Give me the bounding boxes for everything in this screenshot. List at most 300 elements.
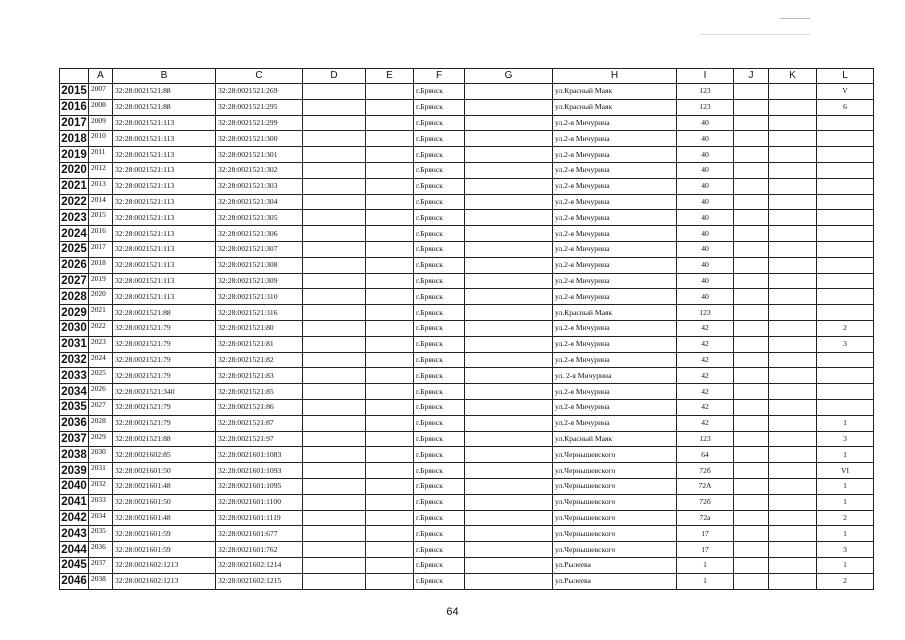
cell-k[interactable]	[769, 494, 817, 510]
cell-l[interactable]: 1	[817, 526, 874, 542]
cell-f[interactable]: г.Брянск	[414, 305, 465, 321]
cell-g[interactable]	[465, 573, 553, 589]
cell-c[interactable]: 32:28:0021521:86	[216, 399, 303, 415]
cell-c[interactable]: 32:28:0021521:299	[216, 115, 303, 131]
cell-e[interactable]	[366, 415, 414, 431]
cell-j[interactable]	[734, 257, 769, 273]
row-number[interactable]: 2027	[61, 274, 87, 287]
cell-j[interactable]	[734, 494, 769, 510]
cell-e[interactable]	[366, 162, 414, 178]
cell-h[interactable]: ул.2-я Мичурина	[553, 162, 677, 178]
cell-k[interactable]	[769, 162, 817, 178]
cell-a[interactable]: 2025	[89, 368, 113, 384]
cell-e[interactable]	[366, 99, 414, 115]
cell-g[interactable]	[465, 463, 553, 479]
cell-a[interactable]: 2024	[89, 352, 113, 368]
cell-k[interactable]	[769, 273, 817, 289]
cell-i[interactable]: 40	[677, 241, 734, 257]
cell-e[interactable]	[366, 384, 414, 400]
cell-c[interactable]: 32:28:0021521:80	[216, 320, 303, 336]
cell-a[interactable]: 2016	[89, 226, 113, 242]
cell-d[interactable]	[303, 131, 366, 147]
cell-k[interactable]	[769, 210, 817, 226]
cell-g[interactable]	[465, 352, 553, 368]
cell-h[interactable]: ул.Чернышевского	[553, 526, 677, 542]
cell-f[interactable]: г.Брянск	[414, 557, 465, 573]
cell-g[interactable]	[465, 194, 553, 210]
cell-a[interactable]: 2033	[89, 494, 113, 510]
cell-d[interactable]	[303, 510, 366, 526]
cell-k[interactable]	[769, 257, 817, 273]
cell-d[interactable]	[303, 162, 366, 178]
row-number[interactable]: 2028	[61, 290, 87, 303]
cell-b[interactable]: 32:28:0021521:113	[113, 194, 216, 210]
cell-e[interactable]	[366, 178, 414, 194]
cell-l[interactable]	[817, 226, 874, 242]
cell-k[interactable]	[769, 226, 817, 242]
cell-b[interactable]: 32:28:0021521:113	[113, 289, 216, 305]
cell-a[interactable]: 2019	[89, 273, 113, 289]
cell-a[interactable]: 2031	[89, 463, 113, 479]
cell-g[interactable]	[465, 257, 553, 273]
cell-b[interactable]: 32:28:0021602:1213	[113, 573, 216, 589]
column-header-j[interactable]: J	[734, 69, 769, 84]
column-header-l[interactable]: L	[817, 69, 874, 84]
row-number[interactable]: 2029	[61, 306, 87, 319]
cell-j[interactable]	[734, 336, 769, 352]
cell-a[interactable]: 2022	[89, 320, 113, 336]
cell-b[interactable]: 32:28:0021521:113	[113, 226, 216, 242]
cell-j[interactable]	[734, 194, 769, 210]
cell-k[interactable]	[769, 399, 817, 415]
cell-g[interactable]	[465, 210, 553, 226]
column-header-e[interactable]: E	[366, 69, 414, 84]
cell-b[interactable]: 32:28:0021521:88	[113, 431, 216, 447]
column-header-g[interactable]: G	[465, 69, 553, 84]
cell-i[interactable]: 64	[677, 447, 734, 463]
cell-b[interactable]: 32:28:0021521:79	[113, 399, 216, 415]
row-number[interactable]: 2034	[61, 385, 87, 398]
cell-a[interactable]: 2014	[89, 194, 113, 210]
cell-h[interactable]: ул.2-я Мичурина	[553, 194, 677, 210]
cell-l[interactable]: 2	[817, 573, 874, 589]
cell-h[interactable]: ул.Чернышевского	[553, 463, 677, 479]
cell-c[interactable]: 32:28:0021521:81	[216, 336, 303, 352]
cell-b[interactable]: 32:28:0021601:59	[113, 526, 216, 542]
cell-a[interactable]: 2026	[89, 384, 113, 400]
cell-i[interactable]: 72А	[677, 478, 734, 494]
cell-e[interactable]	[366, 399, 414, 415]
cell-a[interactable]: 2009	[89, 115, 113, 131]
cell-h[interactable]: ул.2-я Мичурина	[553, 399, 677, 415]
row-number[interactable]: 2042	[61, 511, 87, 524]
cell-j[interactable]	[734, 415, 769, 431]
cell-j[interactable]	[734, 147, 769, 163]
cell-g[interactable]	[465, 384, 553, 400]
cell-d[interactable]	[303, 320, 366, 336]
cell-i[interactable]: 40	[677, 162, 734, 178]
cell-i[interactable]: 72б	[677, 463, 734, 479]
cell-k[interactable]	[769, 478, 817, 494]
cell-h[interactable]: ул.Красный Маяк	[553, 99, 677, 115]
cell-i[interactable]: 72а	[677, 510, 734, 526]
cell-e[interactable]	[366, 368, 414, 384]
cell-l[interactable]: VI	[817, 463, 874, 479]
cell-k[interactable]	[769, 194, 817, 210]
cell-i[interactable]: 72б	[677, 494, 734, 510]
cell-b[interactable]: 32:28:0021521:113	[113, 273, 216, 289]
row-number[interactable]: 2032	[61, 353, 87, 366]
cell-h[interactable]: ул.2-я Мичурина	[553, 415, 677, 431]
cell-f[interactable]: г.Брянск	[414, 131, 465, 147]
cell-l[interactable]	[817, 131, 874, 147]
cell-d[interactable]	[303, 210, 366, 226]
row-number[interactable]: 2044	[61, 543, 87, 556]
cell-b[interactable]: 32:28:0021601:50	[113, 494, 216, 510]
cell-k[interactable]	[769, 352, 817, 368]
cell-d[interactable]	[303, 257, 366, 273]
cell-a[interactable]: 2008	[89, 99, 113, 115]
column-header-f[interactable]: F	[414, 69, 465, 84]
row-number[interactable]: 2035	[61, 401, 87, 414]
cell-f[interactable]: г.Брянск	[414, 431, 465, 447]
cell-k[interactable]	[769, 336, 817, 352]
cell-l[interactable]	[817, 384, 874, 400]
cell-f[interactable]: г.Брянск	[414, 273, 465, 289]
row-number[interactable]: 2041	[61, 496, 87, 509]
row-number[interactable]: 2031	[61, 338, 87, 351]
cell-i[interactable]: 40	[677, 273, 734, 289]
column-header-i[interactable]: I	[677, 69, 734, 84]
cell-a[interactable]: 2036	[89, 542, 113, 558]
cell-f[interactable]: г.Брянск	[414, 320, 465, 336]
cell-d[interactable]	[303, 415, 366, 431]
cell-f[interactable]: г.Брянск	[414, 384, 465, 400]
cell-i[interactable]: 1	[677, 557, 734, 573]
cell-e[interactable]	[366, 352, 414, 368]
cell-l[interactable]	[817, 194, 874, 210]
column-header-c[interactable]: C	[216, 69, 303, 84]
column-header-b[interactable]: B	[113, 69, 216, 84]
cell-h[interactable]: ул.Чернышевского	[553, 542, 677, 558]
row-number[interactable]: 2039	[61, 464, 87, 477]
cell-l[interactable]: 3	[817, 542, 874, 558]
cell-a[interactable]: 2015	[89, 210, 113, 226]
cell-e[interactable]	[366, 478, 414, 494]
cell-c[interactable]: 32:28:0021521:316	[216, 305, 303, 321]
cell-g[interactable]	[465, 526, 553, 542]
cell-k[interactable]	[769, 99, 817, 115]
cell-f[interactable]: г.Брянск	[414, 147, 465, 163]
cell-f[interactable]: г.Брянск	[414, 257, 465, 273]
cell-f[interactable]: г.Брянск	[414, 494, 465, 510]
cell-f[interactable]: г.Брянск	[414, 84, 465, 100]
row-number[interactable]: 2017	[61, 116, 87, 129]
cell-c[interactable]: 32:28:0021521:310	[216, 289, 303, 305]
row-number[interactable]: 2018	[61, 132, 87, 145]
cell-e[interactable]	[366, 305, 414, 321]
cell-b[interactable]: 32:28:0021521:79	[113, 368, 216, 384]
cell-g[interactable]	[465, 447, 553, 463]
column-header-a[interactable]: A	[89, 69, 113, 84]
cell-l[interactable]	[817, 147, 874, 163]
cell-j[interactable]	[734, 99, 769, 115]
row-number[interactable]: 2019	[61, 148, 87, 161]
cell-a[interactable]: 2020	[89, 289, 113, 305]
cell-l[interactable]: 1	[817, 447, 874, 463]
cell-k[interactable]	[769, 510, 817, 526]
cell-f[interactable]: г.Брянск	[414, 463, 465, 479]
cell-i[interactable]: 123	[677, 99, 734, 115]
cell-f[interactable]: г.Брянск	[414, 542, 465, 558]
row-number[interactable]: 2016	[61, 101, 87, 114]
cell-l[interactable]	[817, 352, 874, 368]
cell-i[interactable]: 42	[677, 368, 734, 384]
cell-a[interactable]: 2007	[89, 84, 113, 100]
cell-h[interactable]: ул.2-я Мичурина	[553, 210, 677, 226]
cell-b[interactable]: 32:28:0021601:59	[113, 542, 216, 558]
cell-l[interactable]: 1	[817, 557, 874, 573]
cell-j[interactable]	[734, 273, 769, 289]
cell-k[interactable]	[769, 241, 817, 257]
cell-l[interactable]: 1	[817, 415, 874, 431]
cell-j[interactable]	[734, 510, 769, 526]
cell-c[interactable]: 32:28:0021601:1100	[216, 494, 303, 510]
cell-k[interactable]	[769, 431, 817, 447]
cell-b[interactable]: 32:28:0021521:113	[113, 241, 216, 257]
row-number[interactable]: 2021	[61, 180, 87, 193]
cell-b[interactable]: 32:28:0021602:85	[113, 447, 216, 463]
row-number[interactable]: 2036	[61, 417, 87, 430]
cell-g[interactable]	[465, 147, 553, 163]
cell-h[interactable]: ул.2-я Мичурина	[553, 241, 677, 257]
cell-b[interactable]: 32:28:0021601:50	[113, 463, 216, 479]
cell-j[interactable]	[734, 542, 769, 558]
cell-g[interactable]	[465, 431, 553, 447]
cell-d[interactable]	[303, 115, 366, 131]
cell-c[interactable]: 32:28:0021521:303	[216, 178, 303, 194]
cell-h[interactable]: ул.2-я Мичурина	[553, 384, 677, 400]
cell-j[interactable]	[734, 210, 769, 226]
cell-g[interactable]	[465, 368, 553, 384]
cell-i[interactable]: 17	[677, 542, 734, 558]
cell-d[interactable]	[303, 542, 366, 558]
cell-c[interactable]: 32:28:0021601:1119	[216, 510, 303, 526]
cell-e[interactable]	[366, 542, 414, 558]
row-number[interactable]: 2024	[61, 227, 87, 240]
cell-e[interactable]	[366, 273, 414, 289]
cell-j[interactable]	[734, 399, 769, 415]
cell-e[interactable]	[366, 557, 414, 573]
cell-g[interactable]	[465, 162, 553, 178]
cell-e[interactable]	[366, 526, 414, 542]
cell-b[interactable]: 32:28:0021521:79	[113, 320, 216, 336]
cell-c[interactable]: 32:28:0021521:308	[216, 257, 303, 273]
cell-j[interactable]	[734, 526, 769, 542]
cell-a[interactable]: 2037	[89, 557, 113, 573]
cell-b[interactable]: 32:28:0021521:88	[113, 305, 216, 321]
cell-k[interactable]	[769, 415, 817, 431]
cell-i[interactable]: 42	[677, 320, 734, 336]
cell-c[interactable]: 32:28:0021521:300	[216, 131, 303, 147]
cell-a[interactable]: 2032	[89, 478, 113, 494]
cell-l[interactable]	[817, 162, 874, 178]
cell-e[interactable]	[366, 131, 414, 147]
cell-k[interactable]	[769, 178, 817, 194]
cell-k[interactable]	[769, 463, 817, 479]
cell-a[interactable]: 2017	[89, 241, 113, 257]
cell-g[interactable]	[465, 494, 553, 510]
cell-d[interactable]	[303, 384, 366, 400]
cell-h[interactable]: ул.Рылеева	[553, 573, 677, 589]
cell-a[interactable]: 2038	[89, 573, 113, 589]
cell-f[interactable]: г.Брянск	[414, 573, 465, 589]
cell-k[interactable]	[769, 526, 817, 542]
cell-l[interactable]: 1	[817, 494, 874, 510]
cell-c[interactable]: 32:28:0021521:87	[216, 415, 303, 431]
cell-h[interactable]: ул.Рылеева	[553, 557, 677, 573]
cell-f[interactable]: г.Брянск	[414, 210, 465, 226]
cell-d[interactable]	[303, 241, 366, 257]
cell-i[interactable]: 40	[677, 257, 734, 273]
cell-c[interactable]: 32:28:0021602:1215	[216, 573, 303, 589]
cell-f[interactable]: г.Брянск	[414, 478, 465, 494]
cell-a[interactable]: 2012	[89, 162, 113, 178]
cell-c[interactable]: 32:28:0021521:82	[216, 352, 303, 368]
cell-h[interactable]: ул.2-я Мичурина	[553, 147, 677, 163]
cell-d[interactable]	[303, 399, 366, 415]
cell-d[interactable]	[303, 99, 366, 115]
cell-j[interactable]	[734, 241, 769, 257]
cell-j[interactable]	[734, 573, 769, 589]
cell-i[interactable]: 40	[677, 178, 734, 194]
cell-b[interactable]: 32:28:0021521:113	[113, 162, 216, 178]
cell-f[interactable]: г.Брянск	[414, 241, 465, 257]
cell-l[interactable]	[817, 368, 874, 384]
cell-d[interactable]	[303, 573, 366, 589]
cell-g[interactable]	[465, 415, 553, 431]
cell-k[interactable]	[769, 115, 817, 131]
cell-l[interactable]	[817, 115, 874, 131]
cell-j[interactable]	[734, 84, 769, 100]
cell-j[interactable]	[734, 384, 769, 400]
cell-f[interactable]: г.Брянск	[414, 415, 465, 431]
column-header-d[interactable]: D	[303, 69, 366, 84]
cell-d[interactable]	[303, 147, 366, 163]
row-number[interactable]: 2037	[61, 432, 87, 445]
cell-d[interactable]	[303, 431, 366, 447]
cell-h[interactable]: ул.Чернышевского	[553, 447, 677, 463]
cell-g[interactable]	[465, 289, 553, 305]
cell-l[interactable]	[817, 399, 874, 415]
cell-g[interactable]	[465, 131, 553, 147]
cell-g[interactable]	[465, 510, 553, 526]
cell-d[interactable]	[303, 178, 366, 194]
cell-e[interactable]	[366, 241, 414, 257]
cell-e[interactable]	[366, 257, 414, 273]
cell-h[interactable]: ул.2-я Мичурина	[553, 289, 677, 305]
cell-e[interactable]	[366, 84, 414, 100]
cell-i[interactable]: 40	[677, 131, 734, 147]
cell-g[interactable]	[465, 99, 553, 115]
cell-d[interactable]	[303, 557, 366, 573]
cell-k[interactable]	[769, 305, 817, 321]
cell-a[interactable]: 2023	[89, 336, 113, 352]
cell-c[interactable]: 32:28:0021521:85	[216, 384, 303, 400]
cell-h[interactable]: ул.Красный Маяк	[553, 305, 677, 321]
cell-i[interactable]: 42	[677, 336, 734, 352]
cell-j[interactable]	[734, 289, 769, 305]
cell-e[interactable]	[366, 510, 414, 526]
cell-g[interactable]	[465, 178, 553, 194]
cell-j[interactable]	[734, 478, 769, 494]
cell-a[interactable]: 2028	[89, 415, 113, 431]
cell-h[interactable]: ул.2-я Мичурина	[553, 352, 677, 368]
cell-f[interactable]: г.Брянск	[414, 99, 465, 115]
cell-a[interactable]: 2018	[89, 257, 113, 273]
cell-j[interactable]	[734, 368, 769, 384]
cell-g[interactable]	[465, 542, 553, 558]
cell-f[interactable]: г.Брянск	[414, 115, 465, 131]
cell-c[interactable]: 32:28:0021601:1095	[216, 478, 303, 494]
cell-c[interactable]: 32:28:0021601:762	[216, 542, 303, 558]
cell-f[interactable]: г.Брянск	[414, 526, 465, 542]
cell-b[interactable]: 32:28:0021521:113	[113, 178, 216, 194]
cell-h[interactable]: ул.Чернышевского	[553, 494, 677, 510]
cell-a[interactable]: 2029	[89, 431, 113, 447]
row-number[interactable]: 2025	[61, 243, 87, 256]
cell-k[interactable]	[769, 368, 817, 384]
cell-l[interactable]: 1	[817, 478, 874, 494]
cell-b[interactable]: 32:28:0021601:48	[113, 478, 216, 494]
cell-c[interactable]: 32:28:0021521:309	[216, 273, 303, 289]
cell-i[interactable]: 40	[677, 194, 734, 210]
cell-j[interactable]	[734, 352, 769, 368]
cell-d[interactable]	[303, 526, 366, 542]
cell-k[interactable]	[769, 147, 817, 163]
cell-k[interactable]	[769, 447, 817, 463]
cell-e[interactable]	[366, 336, 414, 352]
cell-d[interactable]	[303, 478, 366, 494]
cell-g[interactable]	[465, 320, 553, 336]
cell-k[interactable]	[769, 557, 817, 573]
cell-l[interactable]: 6	[817, 99, 874, 115]
cell-g[interactable]	[465, 84, 553, 100]
cell-c[interactable]: 32:28:0021601:1093	[216, 463, 303, 479]
cell-c[interactable]: 32:28:0021521:83	[216, 368, 303, 384]
cell-a[interactable]: 2035	[89, 526, 113, 542]
cell-d[interactable]	[303, 336, 366, 352]
cell-g[interactable]	[465, 305, 553, 321]
cell-g[interactable]	[465, 336, 553, 352]
cell-g[interactable]	[465, 226, 553, 242]
cell-a[interactable]: 2011	[89, 147, 113, 163]
cell-h[interactable]: ул.2-я Мичурина	[553, 273, 677, 289]
cell-a[interactable]: 2010	[89, 131, 113, 147]
cell-l[interactable]	[817, 178, 874, 194]
cell-b[interactable]: 32:28:0021521:88	[113, 99, 216, 115]
cell-i[interactable]: 42	[677, 399, 734, 415]
row-number[interactable]: 2030	[61, 322, 87, 335]
cell-g[interactable]	[465, 241, 553, 257]
cell-h[interactable]: ул.2-я Мичурина	[553, 131, 677, 147]
cell-j[interactable]	[734, 226, 769, 242]
cell-b[interactable]: 32:28:0021521:113	[113, 210, 216, 226]
cell-b[interactable]: 32:28:0021521:113	[113, 115, 216, 131]
cell-j[interactable]	[734, 320, 769, 336]
cell-h[interactable]: ул. 2-я Мичурина	[553, 368, 677, 384]
row-number[interactable]: 2043	[61, 527, 87, 540]
